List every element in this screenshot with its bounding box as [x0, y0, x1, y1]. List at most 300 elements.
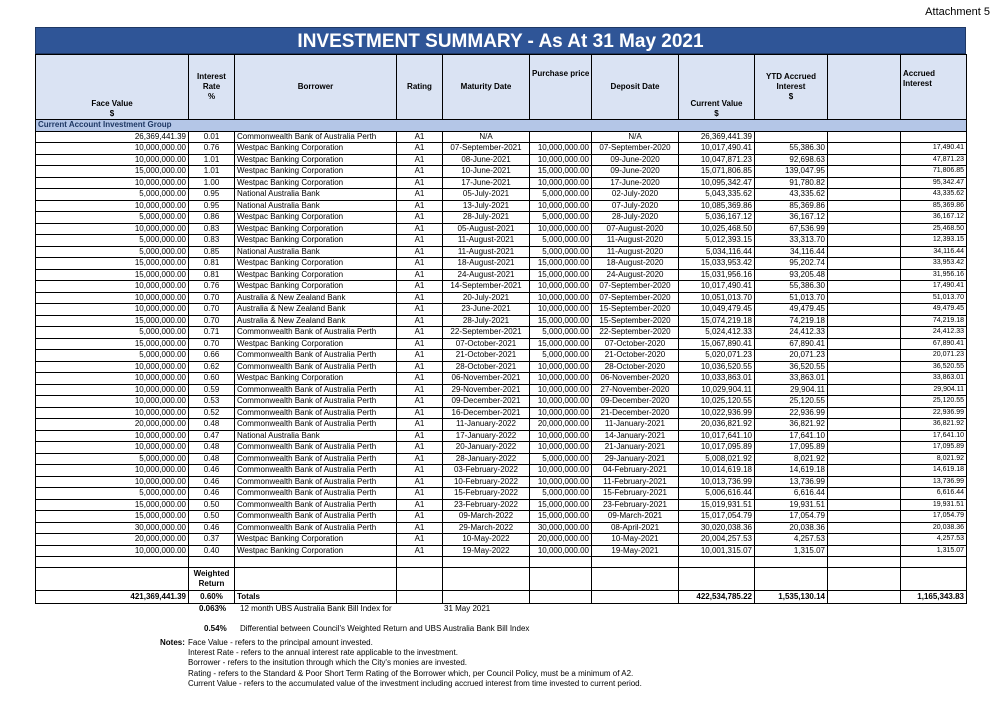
cell-deposit-date: 18-August-2020 — [592, 258, 679, 270]
cell-accrued-interest: 51,013.70 — [901, 292, 967, 304]
table-row — [36, 315, 967, 327]
cell-interest-rate: 0.83 — [189, 223, 235, 235]
cell-borrower: National Australia Bank — [235, 189, 397, 201]
cell-borrower: Westpac Banking Corporation — [235, 545, 397, 557]
cell-interest-rate: 1.00 — [189, 177, 235, 189]
cell-purchase-price: 10,000,000.00 — [530, 281, 592, 293]
spacer-cell — [592, 557, 679, 568]
cell-interest-rate: 0.46 — [189, 476, 235, 488]
cell-purchase-price: 10,000,000.00 — [530, 407, 592, 419]
table-row — [36, 327, 967, 339]
cell-deposit-date: 06-November-2020 — [592, 373, 679, 385]
cell-maturity-date: 18-August-2021 — [443, 258, 530, 270]
cell-blank — [828, 131, 901, 143]
cell-interest-rate: 0.46 — [189, 488, 235, 500]
cell-rating: A1 — [397, 361, 443, 373]
cell-rating: A1 — [397, 453, 443, 465]
cell-borrower: Westpac Banking Corporation — [235, 281, 397, 293]
cell-ytd-accrued: 22,936.99 — [755, 407, 828, 419]
cell-purchase-price: 10,000,000.00 — [530, 223, 592, 235]
cell-rating: A1 — [397, 465, 443, 477]
cell-ytd-accrued: 85,369.86 — [755, 200, 828, 212]
spacer-cell — [36, 568, 189, 591]
cell-maturity-date: 05-August-2021 — [443, 223, 530, 235]
cell-ytd-accrued: 92,698.63 — [755, 154, 828, 166]
cell-purchase-price — [530, 131, 592, 143]
cell-face-value: 5,000,000.00 — [36, 212, 189, 224]
cell-borrower: Commonwealth Bank of Australia Perth — [235, 476, 397, 488]
col-ytd-accrued — [755, 55, 828, 120]
cell-interest-rate: 0.76 — [189, 143, 235, 155]
cell-face-value: 10,000,000.00 — [36, 373, 189, 385]
cell-face-value: 10,000,000.00 — [36, 545, 189, 557]
group-header-row — [36, 120, 967, 132]
cell-rating: A1 — [397, 350, 443, 362]
cell-rating: A1 — [397, 177, 443, 189]
cell-borrower: Westpac Banking Corporation — [235, 223, 397, 235]
cell-blank — [828, 396, 901, 408]
cell-ytd-accrued: 91,780.82 — [755, 177, 828, 189]
cell-rating: A1 — [397, 373, 443, 385]
cell-maturity-date: 06-November-2021 — [443, 373, 530, 385]
cell-face-value: 10,000,000.00 — [36, 407, 189, 419]
cell-ytd-accrued: 14,619.18 — [755, 465, 828, 477]
cell-interest-rate: 0.70 — [189, 292, 235, 304]
cell-purchase-price: 15,000,000.00 — [530, 499, 592, 511]
cell-rating: A1 — [397, 258, 443, 270]
cell-ytd-accrued: 20,071.23 — [755, 350, 828, 362]
cell-interest-rate: 0.85 — [189, 246, 235, 258]
cell-blank — [828, 304, 901, 316]
note-item: Current Value - refers to the accumulated value of the investment including accrued interest from time invested to current period. — [188, 678, 642, 688]
cell-borrower: Commonwealth Bank of Australia Perth — [235, 419, 397, 431]
cell-maturity-date: 08-June-2021 — [443, 154, 530, 166]
spacer-cell — [530, 591, 592, 604]
cell-face-value: 10,000,000.00 — [36, 304, 189, 316]
table-row — [36, 545, 967, 557]
table-row — [36, 246, 967, 258]
footer — [155, 604, 975, 635]
cell-current-value: 10,001,315.07 — [679, 545, 755, 557]
cell-maturity-date: 10-May-2022 — [443, 534, 530, 546]
cell-blank — [828, 465, 901, 477]
cell-borrower: Westpac Banking Corporation — [235, 212, 397, 224]
cell-blank — [828, 246, 901, 258]
group-label: Current Account Investment Group — [36, 120, 967, 132]
cell-purchase-price: 10,000,000.00 — [530, 143, 592, 155]
cell-purchase-price: 15,000,000.00 — [530, 315, 592, 327]
cell-rating: A1 — [397, 292, 443, 304]
cell-current-value: 5,043,335.62 — [679, 189, 755, 201]
cell-deposit-date: 07-July-2020 — [592, 200, 679, 212]
cell-maturity-date: 20-July-2021 — [443, 292, 530, 304]
cell-interest-rate: 0.48 — [189, 453, 235, 465]
cell-ytd-accrued: 17,641.10 — [755, 430, 828, 442]
cell-deposit-date: 09-December-2020 — [592, 396, 679, 408]
cell-deposit-date: 22-September-2020 — [592, 327, 679, 339]
table-row — [36, 281, 967, 293]
cell-borrower: Commonwealth Bank of Australia Perth — [235, 488, 397, 500]
cell-interest-rate: 0.01 — [189, 131, 235, 143]
total-weighted-rate: 0.60% — [189, 591, 235, 604]
cell-purchase-price: 5,000,000.00 — [530, 189, 592, 201]
table-row — [36, 350, 967, 362]
cell-ytd-accrued: 17,054.79 — [755, 511, 828, 523]
cell-purchase-price: 10,000,000.00 — [530, 177, 592, 189]
cell-blank — [828, 269, 901, 281]
cell-maturity-date: 20-January-2022 — [443, 442, 530, 454]
cell-current-value: 15,074,219.18 — [679, 315, 755, 327]
spacer-cell — [901, 568, 967, 591]
cell-rating: A1 — [397, 407, 443, 419]
cell-interest-rate: 0.40 — [189, 545, 235, 557]
cell-blank — [828, 361, 901, 373]
cell-maturity-date: 17-January-2022 — [443, 430, 530, 442]
spacer-cell — [36, 557, 189, 568]
col-current-value-label: Current Value — [690, 99, 743, 108]
differential-text: Differential between Council's Weighted Return and UBS Australia Bank Bill Index — [240, 624, 530, 633]
cell-accrued-interest: 36,520.55 — [901, 361, 967, 373]
cell-purchase-price: 10,000,000.00 — [530, 384, 592, 396]
cell-current-value: 10,025,120.55 — [679, 396, 755, 408]
cell-borrower: Westpac Banking Corporation — [235, 235, 397, 247]
table-row — [36, 407, 967, 419]
cell-rating: A1 — [397, 131, 443, 143]
cell-purchase-price: 15,000,000.00 — [530, 258, 592, 270]
cell-accrued-interest: 1,315.07 — [901, 545, 967, 557]
cell-current-value: 10,033,863.01 — [679, 373, 755, 385]
cell-purchase-price: 15,000,000.00 — [530, 338, 592, 350]
cell-ytd-accrued: 8,021.92 — [755, 453, 828, 465]
table-row — [36, 338, 967, 350]
col-interest-rate — [189, 55, 235, 120]
cell-borrower: Commonwealth Bank of Australia Perth — [235, 396, 397, 408]
cell-accrued-interest: 12,393.15 — [901, 235, 967, 247]
cell-borrower: Commonwealth Bank of Australia Perth — [235, 350, 397, 362]
cell-accrued-interest: 17,054.79 — [901, 511, 967, 523]
cell-accrued-interest: 95,342.47 — [901, 177, 967, 189]
cell-rating: A1 — [397, 545, 443, 557]
cell-maturity-date: 09-March-2022 — [443, 511, 530, 523]
cell-current-value: 5,024,412.33 — [679, 327, 755, 339]
cell-interest-rate: 0.83 — [189, 235, 235, 247]
cell-face-value: 10,000,000.00 — [36, 177, 189, 189]
table-row — [36, 419, 967, 431]
cell-blank — [828, 534, 901, 546]
cell-maturity-date: 16-December-2021 — [443, 407, 530, 419]
cell-blank — [828, 258, 901, 270]
cell-deposit-date: 09-June-2020 — [592, 154, 679, 166]
cell-maturity-date: 29-November-2021 — [443, 384, 530, 396]
spacer-cell — [530, 557, 592, 568]
cell-interest-rate: 0.62 — [189, 361, 235, 373]
cell-current-value: 15,033,953.42 — [679, 258, 755, 270]
cell-face-value: 20,000,000.00 — [36, 419, 189, 431]
index-line — [155, 604, 975, 615]
table-row — [36, 212, 967, 224]
cell-interest-rate: 0.86 — [189, 212, 235, 224]
cell-interest-rate: 0.95 — [189, 200, 235, 212]
col-deposit-date: Deposit Date — [592, 55, 679, 120]
cell-borrower: Australia & New Zealand Bank — [235, 304, 397, 316]
cell-blank — [828, 522, 901, 534]
index-value: 0.063% — [199, 604, 227, 613]
cell-maturity-date: 19-May-2022 — [443, 545, 530, 557]
note-item: Interest Rate - refers to the annual interest rate applicable to the investment. — [188, 648, 458, 658]
cell-purchase-price: 15,000,000.00 — [530, 511, 592, 523]
cell-rating: A1 — [397, 304, 443, 316]
cell-current-value: 10,017,490.41 — [679, 281, 755, 293]
cell-rating: A1 — [397, 166, 443, 178]
cell-blank — [828, 189, 901, 201]
cell-rating: A1 — [397, 327, 443, 339]
cell-accrued-interest: 67,890.41 — [901, 338, 967, 350]
cell-borrower: Commonwealth Bank of Australia Perth — [235, 522, 397, 534]
col-borrower: Borrower — [235, 55, 397, 120]
cell-ytd-accrued: 55,386.30 — [755, 281, 828, 293]
cell-interest-rate: 0.52 — [189, 407, 235, 419]
cell-interest-rate: 0.46 — [189, 522, 235, 534]
cell-deposit-date: 11-February-2021 — [592, 476, 679, 488]
cell-purchase-price: 10,000,000.00 — [530, 396, 592, 408]
cell-ytd-accrued: 4,257.53 — [755, 534, 828, 546]
col-ytd-accrued-label: YTD Accrued Interest — [766, 72, 816, 91]
cell-accrued-interest: 34,116.44 — [901, 246, 967, 258]
cell-interest-rate: 0.70 — [189, 304, 235, 316]
cell-interest-rate: 0.48 — [189, 419, 235, 431]
cell-face-value: 10,000,000.00 — [36, 384, 189, 396]
cell-blank — [828, 511, 901, 523]
cell-borrower: Westpac Banking Corporation — [235, 143, 397, 155]
table-row — [36, 154, 967, 166]
cell-face-value: 15,000,000.00 — [36, 258, 189, 270]
spacer-cell — [189, 557, 235, 568]
cell-ytd-accrued: 24,412.33 — [755, 327, 828, 339]
cell-rating: A1 — [397, 235, 443, 247]
cell-current-value: 10,036,520.55 — [679, 361, 755, 373]
cell-ytd-accrued — [755, 131, 828, 143]
col-interest-rate-label: Interest Rate — [197, 72, 226, 91]
cell-maturity-date: 11-August-2021 — [443, 246, 530, 258]
cell-interest-rate: 0.37 — [189, 534, 235, 546]
cell-blank — [828, 488, 901, 500]
cell-deposit-date: 04-February-2021 — [592, 465, 679, 477]
table-row — [36, 143, 967, 155]
cell-purchase-price: 30,000,000.00 — [530, 522, 592, 534]
cell-rating: A1 — [397, 476, 443, 488]
spacer-cell — [235, 568, 397, 591]
note-item: Borrower - refers to the insitution through which the City's monies are invested. — [188, 658, 467, 668]
cell-deposit-date: 07-August-2020 — [592, 223, 679, 235]
cell-deposit-date: 29-January-2021 — [592, 453, 679, 465]
investment-table — [35, 54, 967, 604]
cell-accrued-interest: 13,736.99 — [901, 476, 967, 488]
cell-face-value: 15,000,000.00 — [36, 166, 189, 178]
cell-accrued-interest: 71,806.85 — [901, 166, 967, 178]
cell-maturity-date: 13-July-2021 — [443, 200, 530, 212]
cell-borrower: Commonwealth Bank of Australia Perth — [235, 442, 397, 454]
table-row — [36, 430, 967, 442]
cell-current-value: 10,017,490.41 — [679, 143, 755, 155]
spacer-cell — [679, 568, 755, 591]
cell-deposit-date: 15-September-2020 — [592, 304, 679, 316]
cell-face-value: 5,000,000.00 — [36, 327, 189, 339]
cell-borrower: Australia & New Zealand Bank — [235, 315, 397, 327]
cell-borrower: National Australia Bank — [235, 200, 397, 212]
cell-purchase-price: 5,000,000.00 — [530, 488, 592, 500]
cell-rating: A1 — [397, 189, 443, 201]
cell-current-value: 30,020,038.36 — [679, 522, 755, 534]
cell-blank — [828, 373, 901, 385]
cell-face-value: 30,000,000.00 — [36, 522, 189, 534]
table-header — [36, 55, 967, 120]
spacer-cell — [592, 568, 679, 591]
cell-borrower: National Australia Bank — [235, 246, 397, 258]
col-face-value-label: Face Value — [91, 99, 133, 108]
cell-accrued-interest: 6,616.44 — [901, 488, 967, 500]
cell-maturity-date: 23-February-2022 — [443, 499, 530, 511]
cell-current-value: 20,036,821.92 — [679, 419, 755, 431]
cell-face-value: 15,000,000.00 — [36, 511, 189, 523]
cell-face-value: 10,000,000.00 — [36, 476, 189, 488]
cell-face-value: 10,000,000.00 — [36, 430, 189, 442]
table-row — [36, 304, 967, 316]
spacer-cell — [530, 568, 592, 591]
cell-accrued-interest: 29,904.11 — [901, 384, 967, 396]
differential-line — [155, 624, 975, 635]
cell-interest-rate: 0.47 — [189, 430, 235, 442]
cell-blank — [828, 407, 901, 419]
cell-maturity-date: 28-October-2021 — [443, 361, 530, 373]
cell-face-value: 10,000,000.00 — [36, 281, 189, 293]
cell-current-value: 20,004,257.53 — [679, 534, 755, 546]
cell-current-value: 10,013,736.99 — [679, 476, 755, 488]
cell-interest-rate: 0.81 — [189, 269, 235, 281]
cell-interest-rate: 0.59 — [189, 384, 235, 396]
cell-purchase-price: 5,000,000.00 — [530, 453, 592, 465]
cell-deposit-date: 02-July-2020 — [592, 189, 679, 201]
cell-face-value: 5,000,000.00 — [36, 189, 189, 201]
cell-maturity-date: 11-January-2022 — [443, 419, 530, 431]
cell-blank — [828, 292, 901, 304]
cell-purchase-price: 20,000,000.00 — [530, 534, 592, 546]
cell-rating: A1 — [397, 488, 443, 500]
cell-accrued-interest: 4,257.53 — [901, 534, 967, 546]
cell-deposit-date: 07-September-2020 — [592, 143, 679, 155]
cell-maturity-date: 22-September-2021 — [443, 327, 530, 339]
table-row — [36, 476, 967, 488]
cell-borrower: Commonwealth Bank of Australia Perth — [235, 499, 397, 511]
table-row — [36, 384, 967, 396]
cell-borrower: Commonwealth Bank of Australia Perth — [235, 327, 397, 339]
table-row — [36, 269, 967, 281]
cell-purchase-price: 10,000,000.00 — [530, 442, 592, 454]
cell-current-value: 10,022,936.99 — [679, 407, 755, 419]
cell-deposit-date: 27-November-2020 — [592, 384, 679, 396]
cell-blank — [828, 419, 901, 431]
cell-borrower: Australia & New Zealand Bank — [235, 292, 397, 304]
cell-accrued-interest: 24,412.33 — [901, 327, 967, 339]
cell-face-value: 15,000,000.00 — [36, 269, 189, 281]
cell-ytd-accrued: 49,479.45 — [755, 304, 828, 316]
cell-maturity-date: 21-October-2021 — [443, 350, 530, 362]
cell-current-value: 10,025,468.50 — [679, 223, 755, 235]
cell-maturity-date: 15-February-2022 — [443, 488, 530, 500]
spacer-cell — [443, 568, 530, 591]
cell-current-value: 10,017,641.10 — [679, 430, 755, 442]
cell-deposit-date: 17-June-2020 — [592, 177, 679, 189]
col-blank — [828, 55, 901, 120]
cell-accrued-interest: 47,871.23 — [901, 154, 967, 166]
cell-purchase-price: 5,000,000.00 — [530, 327, 592, 339]
table-row — [36, 522, 967, 534]
spacer-cell — [828, 591, 901, 604]
cell-face-value: 5,000,000.00 — [36, 350, 189, 362]
cell-blank — [828, 338, 901, 350]
cell-face-value: 10,000,000.00 — [36, 223, 189, 235]
cell-borrower: National Australia Bank — [235, 430, 397, 442]
cell-blank — [828, 281, 901, 293]
cell-rating: A1 — [397, 430, 443, 442]
total-accrued-interest: 1,165,343.83 — [901, 591, 967, 604]
cell-deposit-date: N/A — [592, 131, 679, 143]
cell-borrower: Commonwealth Bank of Australia Perth — [235, 511, 397, 523]
cell-purchase-price: 5,000,000.00 — [530, 212, 592, 224]
cell-current-value: 5,012,393.15 — [679, 235, 755, 247]
cell-rating: A1 — [397, 246, 443, 258]
spacer-cell — [397, 568, 443, 591]
spacer-cell — [901, 557, 967, 568]
cell-borrower: Commonwealth Bank of Australia Perth — [235, 131, 397, 143]
cell-maturity-date: 28-January-2022 — [443, 453, 530, 465]
cell-deposit-date: 08-April-2021 — [592, 522, 679, 534]
cell-face-value: 10,000,000.00 — [36, 361, 189, 373]
cell-borrower: Commonwealth Bank of Australia Perth — [235, 361, 397, 373]
cell-blank — [828, 223, 901, 235]
cell-borrower: Westpac Banking Corporation — [235, 258, 397, 270]
table-row — [36, 453, 967, 465]
cell-ytd-accrued: 139,047.95 — [755, 166, 828, 178]
weighted-return-row — [36, 568, 967, 591]
cell-purchase-price: 10,000,000.00 — [530, 292, 592, 304]
cell-blank — [828, 545, 901, 557]
cell-ytd-accrued: 67,890.41 — [755, 338, 828, 350]
cell-deposit-date: 19-May-2021 — [592, 545, 679, 557]
cell-purchase-price: 10,000,000.00 — [530, 465, 592, 477]
table-row — [36, 396, 967, 408]
cell-deposit-date: 15-September-2020 — [592, 315, 679, 327]
total-face-value: 421,369,441.39 — [36, 591, 189, 604]
cell-maturity-date: 14-September-2021 — [443, 281, 530, 293]
cell-purchase-price: 5,000,000.00 — [530, 350, 592, 362]
cell-rating: A1 — [397, 511, 443, 523]
cell-deposit-date: 07-September-2020 — [592, 281, 679, 293]
cell-rating: A1 — [397, 442, 443, 454]
cell-current-value: 10,049,479.45 — [679, 304, 755, 316]
table-row — [36, 235, 967, 247]
cell-accrued-interest: 17,095.89 — [901, 442, 967, 454]
table-row — [36, 292, 967, 304]
col-face-value — [36, 55, 189, 120]
cell-deposit-date: 21-January-2021 — [592, 442, 679, 454]
cell-ytd-accrued: 33,863.01 — [755, 373, 828, 385]
cell-deposit-date: 28-October-2020 — [592, 361, 679, 373]
cell-maturity-date: 28-July-2021 — [443, 212, 530, 224]
cell-maturity-date: 24-August-2021 — [443, 269, 530, 281]
cell-purchase-price: 10,000,000.00 — [530, 304, 592, 316]
total-ytd-accrued: 1,535,130.14 — [755, 591, 828, 604]
cell-ytd-accrued: 34,116.44 — [755, 246, 828, 258]
